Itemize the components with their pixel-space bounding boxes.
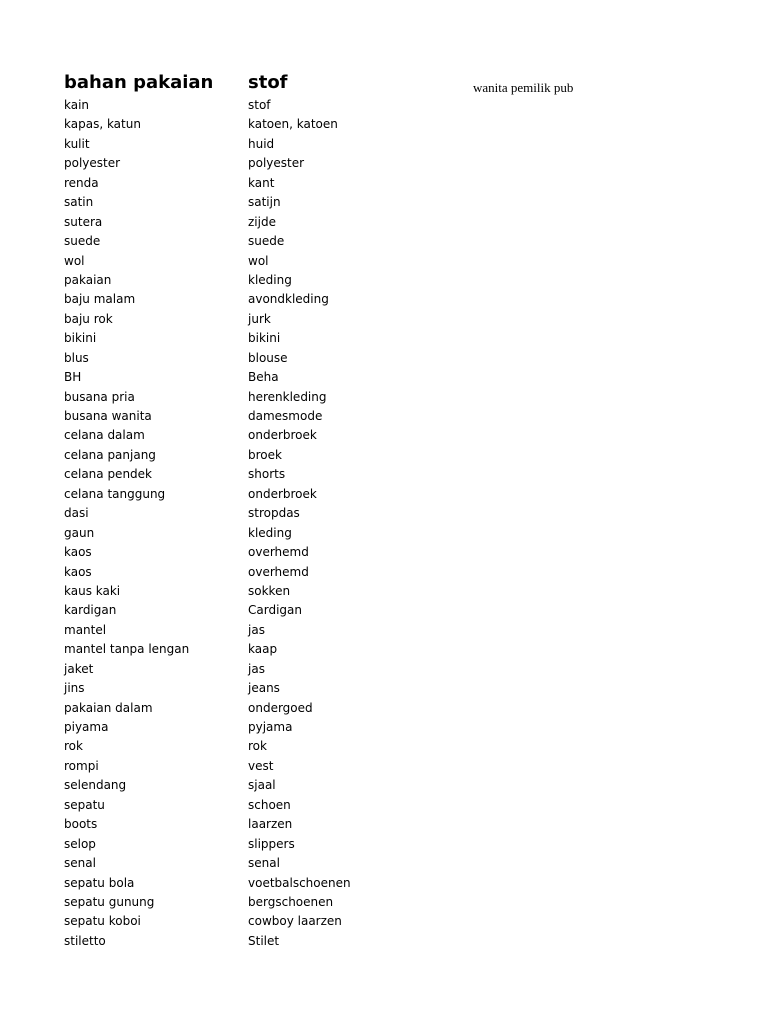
vocab-row bbox=[64, 582, 464, 601]
vocab-row bbox=[64, 407, 464, 426]
vocab-row bbox=[64, 446, 464, 465]
vocab-row bbox=[64, 524, 464, 543]
indonesian-term: pakaian bbox=[64, 272, 112, 287]
vocab-row bbox=[64, 601, 464, 620]
indonesian-term: baju malam bbox=[64, 292, 136, 307]
dutch-term: Cardigan bbox=[248, 603, 302, 618]
indonesian-term: gaun bbox=[64, 525, 95, 540]
dutch-term: laarzen bbox=[248, 817, 293, 832]
vocab-row bbox=[64, 679, 464, 698]
vocab-row bbox=[64, 135, 464, 154]
indonesian-term: celana panjang bbox=[64, 447, 156, 462]
dutch-term: stropdas bbox=[248, 506, 300, 521]
dutch-term: kant bbox=[248, 175, 275, 190]
indonesian-term: sepatu koboi bbox=[64, 914, 141, 929]
dutch-term: herenkleding bbox=[248, 389, 327, 404]
dutch-term: schoen bbox=[248, 797, 291, 812]
vocab-row bbox=[64, 737, 464, 756]
dutch-term: senal bbox=[248, 856, 280, 871]
dutch-term: kleding bbox=[248, 525, 292, 540]
indonesian-term: boots bbox=[64, 817, 98, 832]
vocab-row bbox=[64, 96, 464, 115]
indonesian-term: kain bbox=[64, 98, 90, 112]
indonesian-term: satin bbox=[64, 195, 94, 210]
dutch-term: onderbroek bbox=[248, 428, 317, 443]
dutch-term: overhemd bbox=[248, 545, 309, 560]
vocab-row bbox=[64, 854, 464, 873]
indonesian-term: selendang bbox=[64, 778, 127, 793]
dutch-term: suede bbox=[248, 234, 285, 249]
dutch-term: cowboy laarzen bbox=[248, 914, 342, 929]
indonesian-term: rok bbox=[64, 739, 83, 754]
dutch-term: rok bbox=[248, 739, 267, 754]
vocab-row bbox=[64, 757, 464, 776]
dutch-term: jurk bbox=[248, 311, 271, 326]
indonesian-term: blus bbox=[64, 350, 89, 365]
dutch-term: zijde bbox=[248, 214, 276, 229]
indonesian-term: stiletto bbox=[64, 933, 106, 948]
dutch-term: satijn bbox=[248, 195, 281, 210]
indonesian-term: jaket bbox=[64, 661, 94, 676]
vocabulary-table bbox=[64, 96, 464, 951]
dutch-term: jas bbox=[248, 661, 265, 676]
vocab-row bbox=[64, 815, 464, 834]
indonesian-term: sutera bbox=[64, 214, 103, 229]
dutch-term: broek bbox=[248, 447, 282, 462]
vocab-row bbox=[64, 271, 464, 290]
dutch-term: avondkleding bbox=[248, 292, 329, 307]
vocab-row bbox=[64, 699, 464, 718]
vocab-row bbox=[64, 796, 464, 815]
indonesian-term: selop bbox=[64, 836, 96, 851]
dutch-term: polyester bbox=[248, 156, 305, 171]
dutch-term: overhemd bbox=[248, 564, 309, 579]
indonesian-term: jins bbox=[64, 681, 85, 696]
vocab-row bbox=[64, 660, 464, 679]
vocab-row bbox=[64, 349, 464, 368]
indonesian-term: kapas, katun bbox=[64, 117, 141, 132]
vocab-row bbox=[64, 290, 464, 309]
vocab-row bbox=[64, 874, 464, 893]
indonesian-term: kardigan bbox=[64, 603, 117, 618]
indonesian-term: kaos bbox=[64, 564, 92, 579]
vocab-row bbox=[64, 465, 464, 484]
vocab-row bbox=[64, 912, 464, 931]
dutch-term: huid bbox=[248, 136, 275, 151]
vocab-row bbox=[64, 893, 464, 912]
vocab-row bbox=[64, 115, 464, 134]
vocab-row bbox=[64, 543, 464, 562]
vocab-row bbox=[64, 388, 464, 407]
dutch-term: bergschoenen bbox=[248, 894, 334, 909]
vocab-row bbox=[64, 563, 464, 582]
dutch-term: sokken bbox=[248, 583, 291, 598]
indonesian-term: celana tanggung bbox=[64, 486, 166, 501]
dutch-term: ondergoed bbox=[248, 700, 313, 715]
dutch-term: Beha bbox=[248, 370, 279, 385]
vocab-row bbox=[64, 174, 464, 193]
vocab-row bbox=[64, 776, 464, 795]
column-header-dutch: stof bbox=[248, 72, 288, 93]
vocab-row bbox=[64, 485, 464, 504]
dutch-term: wol bbox=[248, 253, 269, 268]
indonesian-term: bikini bbox=[64, 331, 97, 346]
indonesian-term: busana wanita bbox=[64, 409, 152, 423]
indonesian-term: suede bbox=[64, 234, 101, 249]
vocab-row bbox=[64, 154, 464, 173]
dutch-term: katoen, katoen bbox=[248, 117, 338, 132]
dutch-term: Stilet bbox=[248, 933, 280, 948]
vocab-row bbox=[64, 835, 464, 854]
vocab-row bbox=[64, 252, 464, 271]
indonesian-term: rompi bbox=[64, 758, 99, 773]
indonesian-term: kaus kaki bbox=[64, 583, 121, 598]
indonesian-term: sepatu gunung bbox=[64, 894, 155, 909]
dutch-term: vest bbox=[248, 758, 274, 773]
vocab-row bbox=[64, 504, 464, 523]
indonesian-term: pakaian dalam bbox=[64, 700, 153, 715]
dutch-term: voetbalschoenen bbox=[248, 875, 351, 890]
indonesian-term: BH bbox=[64, 370, 82, 385]
dutch-term: jeans bbox=[248, 681, 280, 696]
indonesian-term: renda bbox=[64, 175, 99, 190]
dutch-term: kleding bbox=[248, 272, 292, 287]
vocab-row bbox=[64, 640, 464, 659]
dutch-term: shorts bbox=[248, 467, 286, 482]
indonesian-term: kulit bbox=[64, 136, 90, 151]
indonesian-term: baju rok bbox=[64, 311, 113, 326]
dutch-term: blouse bbox=[248, 350, 288, 365]
vocab-row bbox=[64, 310, 464, 329]
dutch-term: sjaal bbox=[248, 778, 276, 793]
dutch-term: slippers bbox=[248, 836, 295, 851]
indonesian-term: busana pria bbox=[64, 389, 135, 404]
dutch-term: pyjama bbox=[248, 720, 293, 734]
dutch-term: onderbroek bbox=[248, 486, 317, 501]
indonesian-term: celana pendek bbox=[64, 467, 152, 482]
indonesian-term: sepatu bola bbox=[64, 875, 135, 890]
indonesian-term: kaos bbox=[64, 545, 92, 560]
vocab-row bbox=[64, 718, 464, 737]
vocab-row bbox=[64, 932, 464, 951]
dutch-term: stof bbox=[248, 98, 271, 112]
indonesian-term: mantel bbox=[64, 622, 107, 637]
vocab-row bbox=[64, 232, 464, 251]
dutch-term: damesmode bbox=[248, 409, 323, 423]
vocab-row bbox=[64, 213, 464, 232]
indonesian-term: mantel tanpa lengan bbox=[64, 642, 190, 657]
indonesian-term: sepatu bbox=[64, 797, 105, 812]
indonesian-term: celana dalam bbox=[64, 428, 145, 443]
vocab-row bbox=[64, 426, 464, 445]
indonesian-term: senal bbox=[64, 856, 96, 871]
indonesian-term: polyester bbox=[64, 156, 121, 171]
vocab-row bbox=[64, 193, 464, 212]
dutch-term: jas bbox=[248, 622, 265, 637]
side-note: wanita pemilik pub bbox=[473, 80, 574, 95]
indonesian-term: wol bbox=[64, 253, 85, 268]
indonesian-term: piyama bbox=[64, 720, 109, 734]
vocab-row bbox=[64, 621, 464, 640]
vocab-row bbox=[64, 329, 464, 348]
indonesian-term: dasi bbox=[64, 506, 89, 521]
dutch-term: kaap bbox=[248, 642, 278, 657]
column-header-indonesian: bahan pakaian bbox=[64, 72, 214, 93]
vocab-row bbox=[64, 368, 464, 387]
dutch-term: bikini bbox=[248, 331, 281, 346]
